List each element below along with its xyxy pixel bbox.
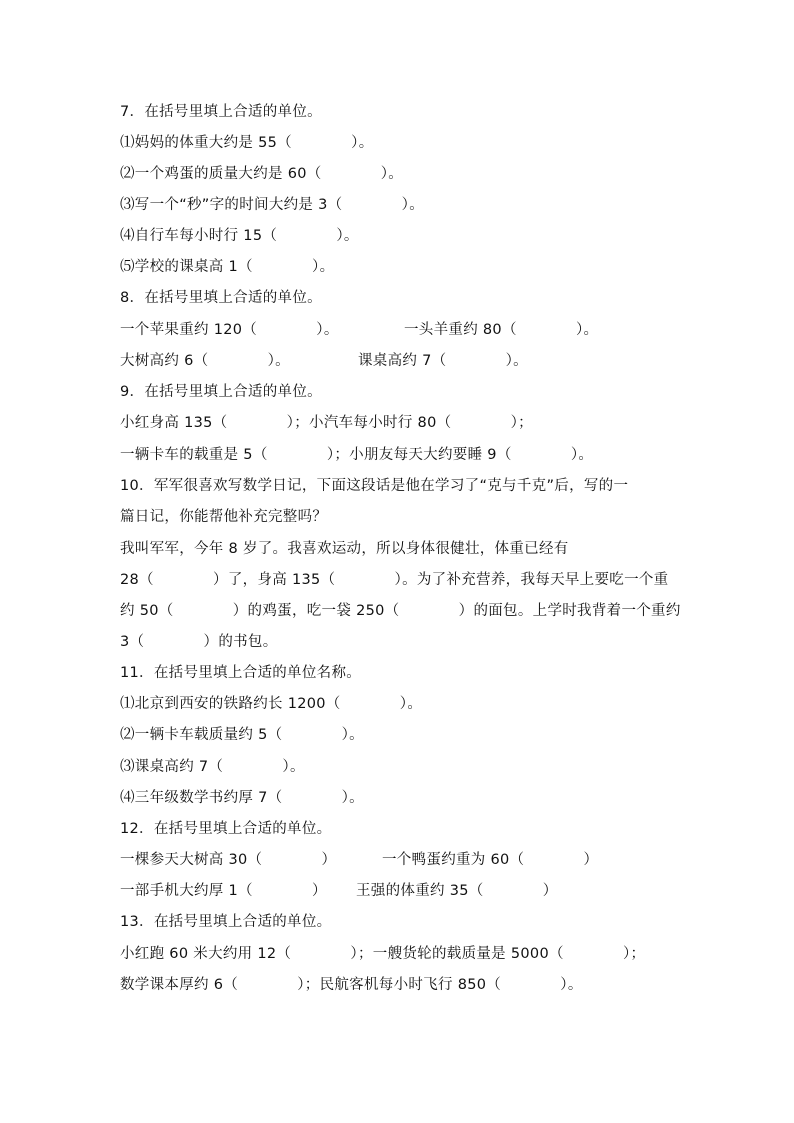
q12-row1-left: 一棵参天大树高 30（ ） <box>120 852 337 868</box>
q8-row2-right: 课桌高约 7（ ）。 <box>358 353 528 369</box>
q12-title: 12．在括号里填上合适的单位。 <box>120 821 332 837</box>
q13-line-1: 小红跑 60 米大约用 12（ ）；一艘货轮的载质量是 5000（ ）； <box>120 946 646 962</box>
q10-line-4: 28（ ）了，身高 135（ ）。为了补充营养，我每天早上要吃一个重 <box>120 572 669 588</box>
q7-title: 7．在括号里填上合适的单位。 <box>120 104 322 120</box>
q10-line-6: 3（ ）的书包。 <box>120 634 278 650</box>
q11-item-4: ⑷三年级数学书约厚 7（ ）。 <box>120 790 364 806</box>
q11-item-2: ⑵一辆卡车载质量约 5（ ）。 <box>120 727 364 743</box>
q7-item-2: ⑵一个鸡蛋的质量大约是 60（ ）。 <box>120 166 404 182</box>
q7-item-1: ⑴妈妈的体重大约是 55（ ）。 <box>120 135 374 151</box>
q11-item-3: ⑶课桌高约 7（ ）。 <box>120 759 305 775</box>
q13-line-2: 数学课本厚约 6（ ）；民航客机每小时飞行 850（ ）。 <box>120 977 583 993</box>
q8-title: 8．在括号里填上合适的单位。 <box>120 290 322 306</box>
q9-title: 9．在括号里填上合适的单位。 <box>120 384 322 400</box>
q8-row1-left: 一个苹果重约 120（ ）。 <box>120 322 339 338</box>
q7-item-3: ⑶写一个“秒”字的时间大约是 3（ ）。 <box>120 197 425 213</box>
q11-item-1: ⑴北京到西安的铁路约长 1200（ ）。 <box>120 696 423 712</box>
q10-line-1: 10．军军很喜欢写数学日记，下面这段话是他在学习了“克与千克”后，写的一 <box>120 478 629 494</box>
q12-row2-left: 一部手机大约厚 1（ ） <box>120 883 327 899</box>
q8-row1-right: 一头羊重约 80（ ）。 <box>404 322 599 338</box>
q11-title: 11．在括号里填上合适的单位名称。 <box>120 665 362 681</box>
q7-item-4: ⑷自行车每小时行 15（ ）。 <box>120 228 359 244</box>
q10-line-2: 篇日记，你能帮他补充完整吗？ <box>120 509 328 525</box>
q9-line-2: 一辆卡车的载重是 5（ ）；小朋友每天大约要睡 9（ ）。 <box>120 447 594 463</box>
q12-row1-right: 一个鸭蛋约重为 60（ ） <box>382 852 599 868</box>
q9-line-1: 小红身高 135（ ）；小汽车每小时行 80（ ）； <box>120 415 533 431</box>
q8-row2-left: 大树高约 6（ ）。 <box>120 353 290 369</box>
q10-line-3: 我叫军军，今年 8 岁了。我喜欢运动，所以身体很健壮，体重已经有 <box>120 541 569 557</box>
q7-item-5: ⑸学校的课桌高 1（ ）。 <box>120 259 335 275</box>
q13-title: 13．在括号里填上合适的单位。 <box>120 914 332 930</box>
q10-line-5: 约 50（ ）的鸡蛋，吃一袋 250（ ）的面包。上学时我背着一个重约 <box>120 603 681 619</box>
q12-row2-right: 王强的体重约 35（ ） <box>356 883 558 899</box>
